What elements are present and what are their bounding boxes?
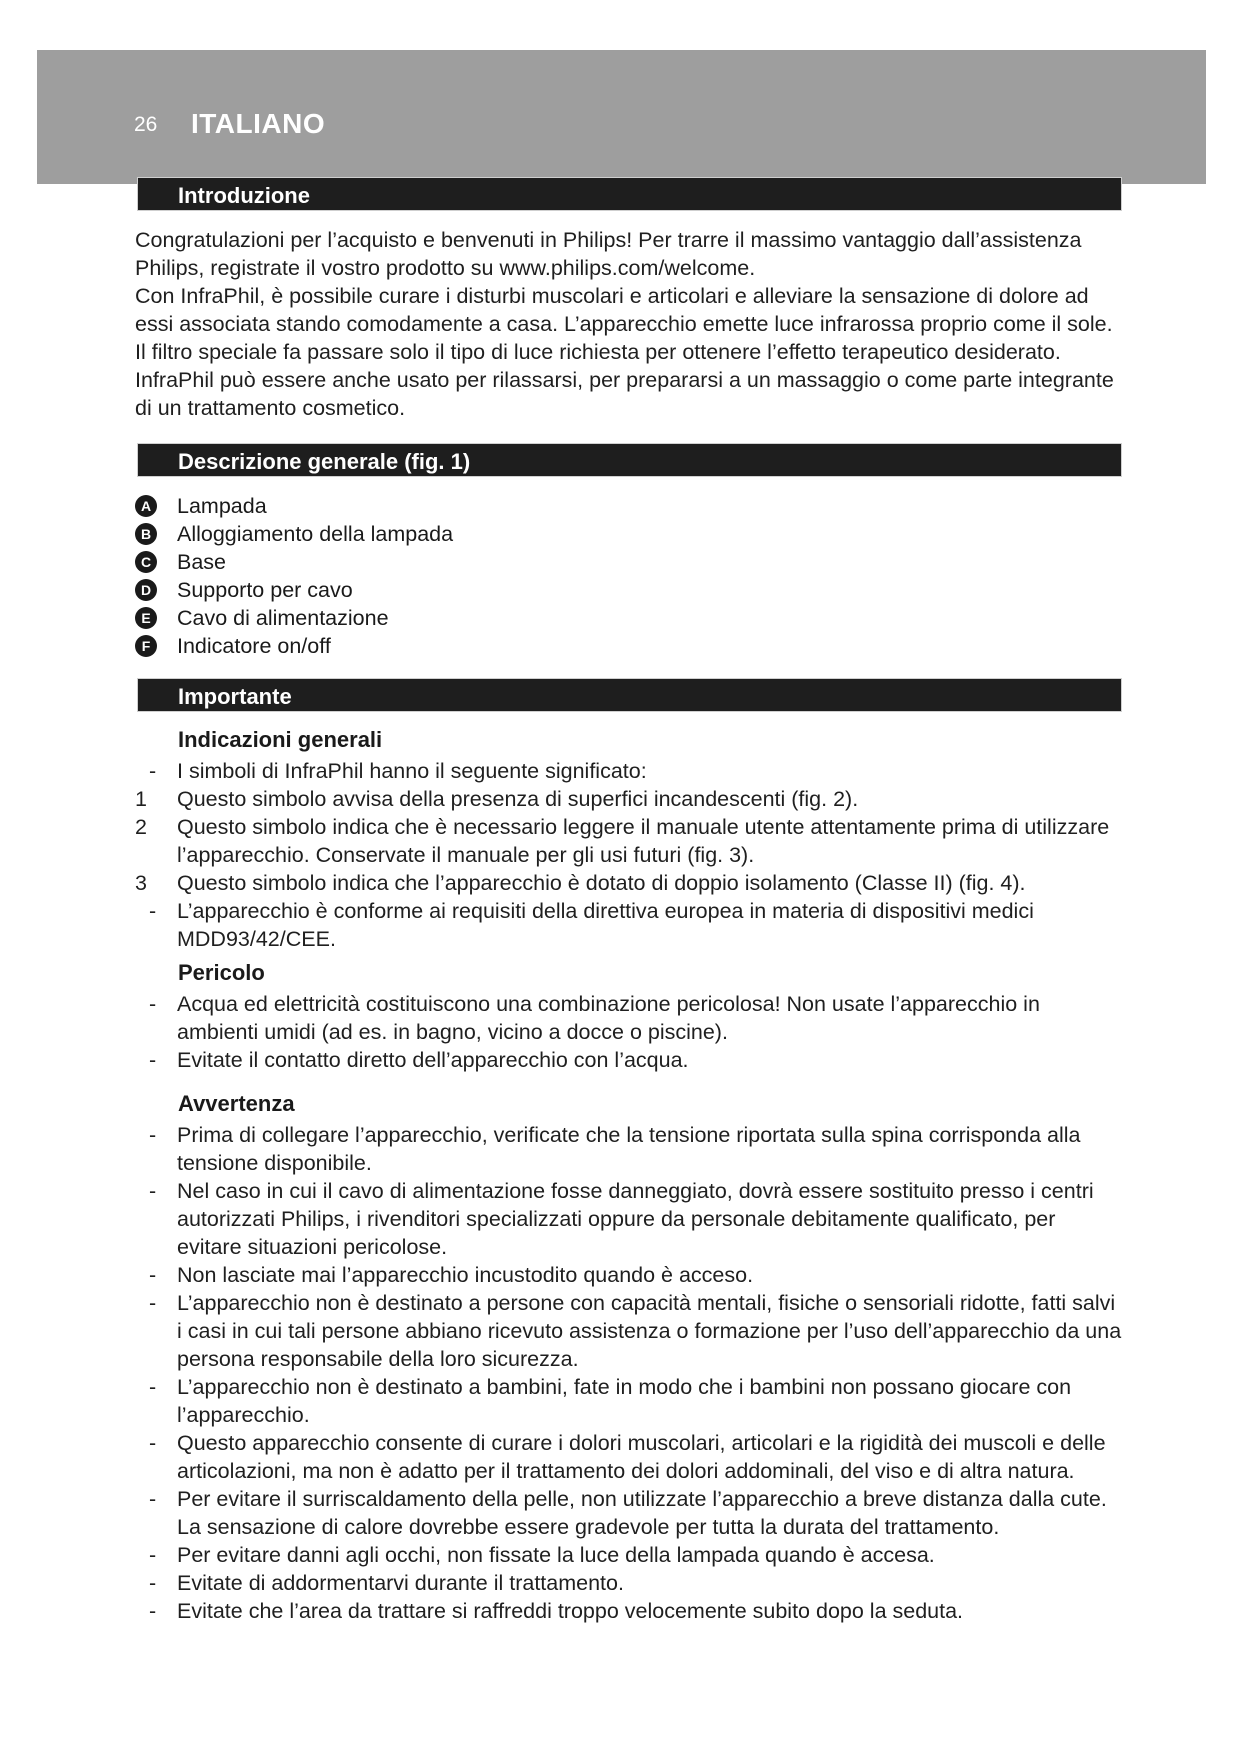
bullet-mark: - <box>149 759 157 783</box>
number-mark: 1 <box>135 787 147 811</box>
legend-item <box>135 604 453 632</box>
bullet-mark: - <box>149 1291 157 1315</box>
letter-c-badge-icon: C <box>135 551 157 573</box>
list-item <box>135 1485 1125 1541</box>
bullet-mark: - <box>149 1543 157 1567</box>
number-mark: 3 <box>135 871 147 895</box>
list-item <box>135 1597 1125 1625</box>
letter-b-badge-icon: B <box>135 523 157 545</box>
list-item-text: Questo apparecchio consente di curare i dolori muscolari, articolari e la rigidità dei muscoli e delle articolazioni, ma non è adatto per il trattamento dei dolori addominali, del viso e di altra natura. <box>177 1431 1106 1483</box>
legend-label: Lampada <box>177 493 267 518</box>
legend-label: Alloggiamento della lampada <box>177 521 454 546</box>
bullet-mark: - <box>149 1375 157 1399</box>
list-item <box>135 1373 1125 1429</box>
bullet-mark: - <box>149 1123 157 1147</box>
list-item-text: Per evitare il surriscaldamento della pelle, non utilizzate l’apparecchio a breve distanza dalla cute. La sensazione di calore dovrebbe essere gradevole per tutta la durata del trattamento. <box>177 1487 1107 1539</box>
bullet-mark: - <box>149 1179 157 1203</box>
bullet-mark: - <box>149 1263 157 1287</box>
bullet-mark: - <box>149 1599 157 1623</box>
bullet-mark: - <box>149 1431 157 1455</box>
section-bar-important <box>137 678 1122 712</box>
bullet-mark: - <box>149 1048 157 1072</box>
number-mark: 2 <box>135 815 147 839</box>
list-item-text: Evitate di addormentarvi durante il trattamento. <box>177 1571 624 1595</box>
list-item <box>135 1046 1125 1074</box>
page-number: 26 <box>134 113 158 136</box>
list-item-text: Prima di collegare l’apparecchio, verificate che la tensione riportata sulla spina corrisponda alla tensione disponibile. <box>177 1123 1081 1175</box>
general-list <box>135 757 1125 953</box>
list-item <box>135 1121 1125 1177</box>
list-item-text: Nel caso in cui il cavo di alimentazione fosse danneggiato, dovrà essere sostituito presso i centri autorizzati Philips, i rivenditori specializzati oppure da personale debitamente qualificato, per evitare situazioni pericolose. <box>177 1179 1094 1259</box>
letter-a-badge-icon: A <box>135 495 157 517</box>
section-title-description: Descrizione generale (fig. 1) <box>178 449 471 474</box>
list-item <box>135 1261 1125 1289</box>
list-item-text: Evitate che l’area da trattare si raffreddi troppo velocemente subito dopo la seduta. <box>177 1599 964 1623</box>
section-title-intro: Introduzione <box>178 183 310 208</box>
list-item-text: Acqua ed elettricità costituiscono una combinazione pericolosa! Non usate l’apparecchio in ambienti umidi (ad es. in bagno, vicino a docce o piscine). <box>177 992 1040 1044</box>
list-item <box>135 1289 1125 1373</box>
list-item <box>135 1429 1125 1485</box>
list-item <box>135 1569 1125 1597</box>
list-item <box>135 897 1125 953</box>
list-item <box>135 1177 1125 1261</box>
list-item <box>135 813 1125 869</box>
bullet-mark: - <box>149 1487 157 1511</box>
list-item-text: I simboli di InfraPhil hanno il seguente significato: <box>177 759 647 783</box>
list-item-text: Per evitare danni agli occhi, non fissate la luce della lampada quando è accesa. <box>177 1543 935 1567</box>
intro-text <box>135 226 1125 422</box>
letter-d-badge-icon: D <box>135 579 157 601</box>
parts-legend <box>135 492 453 660</box>
list-item-text: L’apparecchio è conforme ai requisiti della direttiva europea in materia di dispositivi medici MDD93/42/CEE. <box>177 899 1034 951</box>
legend-item <box>135 576 453 604</box>
intro-paragraph-1: Congratulazioni per l’acquisto e benvenuti in Philips! Per trarre il massimo vantaggio dall’assistenza Philips, registrate il vostro prodotto su www.philips.com/welcome. <box>135 228 1082 280</box>
list-item <box>135 869 1125 897</box>
section-bar-intro <box>137 177 1122 211</box>
list-item <box>135 757 1125 785</box>
legend-item <box>135 520 453 548</box>
list-item <box>135 1541 1125 1569</box>
list-item-text: Questo simbolo indica che l’apparecchio è dotato di doppio isolamento (Classe II) (fig. 4). <box>177 871 1026 895</box>
legend-label: Indicatore on/off <box>177 633 331 658</box>
legend-item <box>135 632 453 660</box>
list-item-text: L’apparecchio non è destinato a bambini, fate in modo che i bambini non possano giocare con l’apparecchio. <box>177 1375 1072 1427</box>
heading-warning: Avvertenza <box>178 1091 295 1116</box>
list-item-text: Questo simbolo avvisa della presenza di superfici incandescenti (fig. 2). <box>177 787 859 811</box>
language-title: ITALIANO <box>191 108 326 139</box>
legend-label: Cavo di alimentazione <box>177 605 389 630</box>
legend-label: Base <box>177 549 227 574</box>
legend-label: Supporto per cavo <box>177 577 353 602</box>
letter-f-badge-icon: F <box>135 635 157 657</box>
legend-item <box>135 492 453 520</box>
legend-item <box>135 548 453 576</box>
list-item-text: Evitate il contatto diretto dell’apparecchio con l’acqua. <box>177 1048 689 1072</box>
letter-e-badge-icon: E <box>135 607 157 629</box>
bullet-mark: - <box>149 1571 157 1595</box>
bullet-mark: - <box>149 899 157 923</box>
section-title-important: Importante <box>178 684 292 709</box>
danger-list <box>135 990 1125 1074</box>
bullet-mark: - <box>149 992 157 1016</box>
list-item <box>135 785 1125 813</box>
section-bar-description <box>137 443 1122 477</box>
heading-danger: Pericolo <box>178 960 265 985</box>
list-item-text: Non lasciate mai l’apparecchio incustodito quando è acceso. <box>177 1263 754 1287</box>
list-item <box>135 990 1125 1046</box>
warning-list <box>135 1121 1125 1625</box>
intro-paragraph-2: Con InfraPhil, è possibile curare i disturbi muscolari e articolari e alleviare la sensazione di dolore ad essi associata stando comodamente a casa. L’apparecchio emette luce infrarossa proprio come il sole. Il filtro speciale fa passare solo il tipo di luce richiesta per ottenere l’effetto terapeutico desiderato. InfraPhil può essere anche usato per rilassarsi, per prepararsi a un massaggio o come parte integrante di un trattamento cosmetico. <box>135 284 1114 420</box>
list-item-text: Questo simbolo indica che è necessario leggere il manuale utente attentamente prima di utilizzare l’apparecchio. Conservate il manuale per gli usi futuri (fig. 3). <box>177 815 1110 867</box>
heading-general: Indicazioni generali <box>178 727 383 752</box>
list-item-text: L’apparecchio non è destinato a persone con capacità mentali, fisiche o sensoriali ridotte, fatti salvi i casi in cui tali persone abbiano ricevuto assistenza o formazione per l’uso dell’apparecchio da una persona responsabile della loro sicurezza. <box>177 1291 1122 1371</box>
